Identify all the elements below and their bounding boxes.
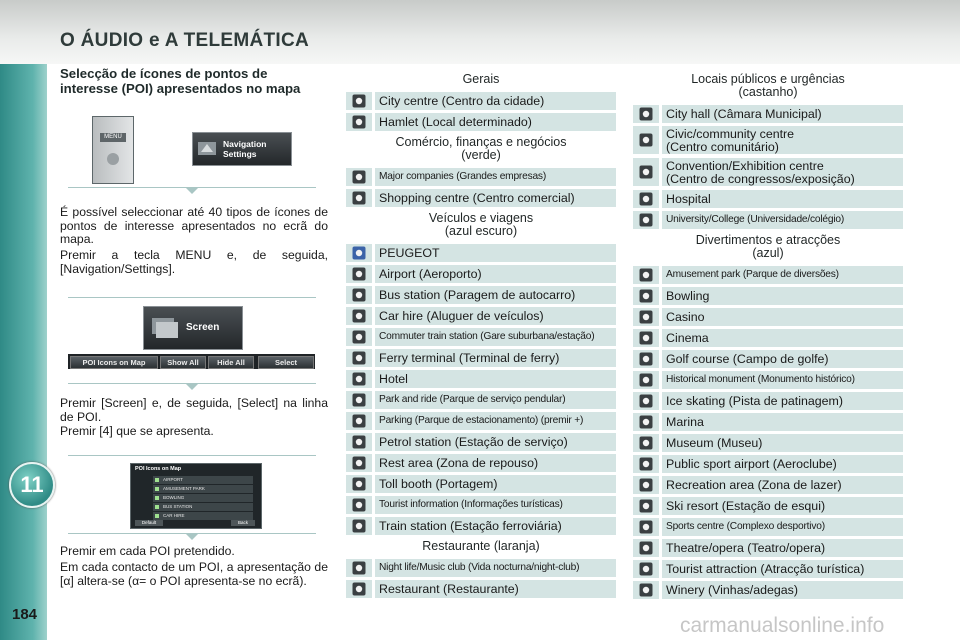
- poi-row: [346, 265, 616, 283]
- poi-label: Restaurant (Restaurante): [375, 580, 616, 598]
- menu-key: MENU: [100, 133, 126, 142]
- poi-icon-box: [346, 370, 372, 388]
- poi-label: Car hire (Aluguer de veículos): [375, 307, 616, 325]
- poi-row: [633, 581, 903, 599]
- poi-label: Cinema: [662, 329, 903, 347]
- restaurant-icon: [352, 582, 366, 596]
- poi-row: [346, 307, 616, 325]
- poi-icon-box: [633, 518, 659, 536]
- theatre-icon: [639, 541, 653, 555]
- airport-icon: [352, 267, 366, 281]
- city-centre-icon: [352, 94, 366, 108]
- poi-icon-box: [633, 308, 659, 326]
- category-heading-line: Locais públicos e urgências: [691, 72, 845, 86]
- poi-row: [346, 412, 616, 430]
- poi-icon-box: [346, 265, 372, 283]
- category-heading: [346, 212, 616, 238]
- poi-row: [346, 349, 616, 367]
- poi-label: Hamlet (Local determinado): [375, 113, 616, 131]
- poi-icon-box: [346, 517, 372, 535]
- poi-label: Ski resort (Estação de esqui): [662, 497, 903, 515]
- category-heading-line: Comércio, finanças e negócios: [395, 135, 567, 149]
- poi-row: [346, 113, 616, 131]
- hamlet-icon: [352, 115, 366, 129]
- poi-row: [633, 497, 903, 515]
- category-heading-line: (azul escuro): [444, 224, 518, 238]
- poi-icon-box: [346, 113, 372, 131]
- mini-list-item[interactable]: AIRPORT: [153, 476, 253, 484]
- poi-label: Parking (Parque de estacionamento) (premir +): [375, 412, 616, 430]
- poi-list-right: [633, 0, 903, 640]
- poi-label: PEUGEOT: [375, 244, 616, 262]
- divider: [68, 455, 316, 456]
- poi-row: [633, 371, 903, 389]
- category-heading: [633, 234, 903, 260]
- nightlife-icon: [352, 561, 366, 575]
- poi-icon-box: [346, 475, 372, 493]
- shopping-centre-icon: [352, 191, 366, 205]
- poi-row: [346, 244, 616, 262]
- divider-pointer: [185, 383, 199, 390]
- check-icon: [155, 496, 159, 500]
- cinema-icon: [639, 331, 653, 345]
- poi-label: Golf course (Campo de golfe): [662, 350, 903, 368]
- poi-icon-box: [346, 92, 372, 110]
- poi-label: Civic/community centre (Centro comunitário): [662, 126, 903, 154]
- poi-row: [633, 126, 903, 154]
- poi-icon-box: [346, 412, 372, 430]
- poi-icon-box: [346, 307, 372, 325]
- poi-row: [633, 329, 903, 347]
- poi-label: Hospital: [662, 190, 903, 208]
- poi-row: [346, 559, 616, 577]
- chapter-sidebar: [0, 64, 47, 640]
- hide-all-button[interactable]: Hide All: [208, 356, 254, 369]
- civic-centre-icon: [639, 133, 653, 147]
- poi-row: [633, 434, 903, 452]
- poi-label: Petrol station (Estação de serviço): [375, 433, 616, 451]
- category-heading-line: (castanho): [738, 85, 798, 99]
- poi-label: Casino: [662, 308, 903, 326]
- poi-label: Public sport airport (Aeroclube): [662, 455, 903, 473]
- bowling-icon: [639, 289, 653, 303]
- ski-resort-icon: [639, 499, 653, 513]
- poi-label: Historical monument (Monumento histórico): [662, 371, 903, 389]
- park-and-ride-icon: [352, 393, 366, 407]
- poi-row: [346, 496, 616, 514]
- car-hire-icon: [352, 309, 366, 323]
- city-hall-icon: [639, 107, 653, 121]
- poi-icon-box: [346, 454, 372, 472]
- poi-label: Sports centre (Complexo desportivo): [662, 518, 903, 536]
- poi-icon-box: [346, 349, 372, 367]
- poi-icon-box: [633, 455, 659, 473]
- major-companies-icon: [352, 170, 366, 184]
- poi-list-title: POI Icons on Map: [135, 466, 182, 472]
- poi-icon-box: [346, 559, 372, 577]
- paragraph-6: Em cada contacto de um POI, a apresentação de [α] altera-se (α= o POI apresenta-se no ecrã).: [60, 560, 328, 588]
- poi-icon-box: [346, 286, 372, 304]
- page-title: O ÁUDIO e A TELEMÁTICA: [60, 30, 310, 51]
- page-number: 184: [12, 606, 38, 623]
- poi-icon-box: [633, 371, 659, 389]
- divider-pointer: [185, 187, 199, 194]
- poi-row: [633, 308, 903, 326]
- golf-icon: [639, 352, 653, 366]
- poi-row: [633, 560, 903, 578]
- recreation-area-icon: [639, 478, 653, 492]
- poi-icon-box: [633, 413, 659, 431]
- poi-icon-box: [633, 434, 659, 452]
- poi-icon-box: [633, 105, 659, 123]
- poi-icon-box: [346, 244, 372, 262]
- poi-label: Major companies (Grandes empresas): [375, 168, 616, 186]
- poi-label: Theatre/opera (Teatro/opera): [662, 539, 903, 557]
- divider: [68, 297, 316, 298]
- navigation-settings-label: Navigation Settings: [223, 139, 267, 159]
- poi-icon-box: [633, 560, 659, 578]
- default-button[interactable]: Default: [135, 520, 163, 526]
- poi-icon-box: [633, 211, 659, 229]
- poi-label: Toll booth (Portagem): [375, 475, 616, 493]
- poi-list-screen: [130, 463, 262, 529]
- poi-row: [346, 454, 616, 472]
- poi-label: Winery (Vinhas/adegas): [662, 581, 903, 599]
- poi-icon-box: [346, 496, 372, 514]
- check-icon: [155, 478, 159, 482]
- poi-row: [346, 370, 616, 388]
- poi-label: Tourist attraction (Atracção turística): [662, 560, 903, 578]
- poi-label: Bus station (Paragem de autocarro): [375, 286, 616, 304]
- poi-icon-box: [633, 497, 659, 515]
- paragraph-1: É possível seleccionar até 40 tipos de ícones de pontos de interesse apresentados no ecrã do mapa.: [60, 205, 328, 246]
- show-all-button[interactable]: Show All: [160, 356, 206, 369]
- university-icon: [639, 213, 653, 227]
- poi-mini-list: [153, 476, 253, 521]
- poi-icon-box: [346, 580, 372, 598]
- mini-list-item[interactable]: BUS STATION: [153, 503, 253, 511]
- poi-icon-box: [346, 168, 372, 186]
- poi-row: [346, 286, 616, 304]
- poi-row: [633, 518, 903, 536]
- poi-icon-box: [633, 329, 659, 347]
- screen-button[interactable]: [143, 306, 243, 350]
- poi-label: Recreation area (Zona de lazer): [662, 476, 903, 494]
- poi-row: [346, 580, 616, 598]
- check-icon: [155, 514, 159, 518]
- poi-label: Amusement park (Parque de diversões): [662, 266, 903, 284]
- rest-area-icon: [352, 456, 366, 470]
- chapter-badge: 11: [9, 462, 55, 508]
- poi-icon-box: [633, 350, 659, 368]
- bus-station-icon: [352, 288, 366, 302]
- poi-row: [346, 391, 616, 409]
- hospital-icon: [639, 192, 653, 206]
- poi-icon-box: [633, 392, 659, 410]
- poi-row: [633, 350, 903, 368]
- check-icon: [155, 487, 159, 491]
- category-heading-line: (verde): [461, 148, 501, 162]
- toll-booth-icon: [352, 477, 366, 491]
- knob-icon: [107, 153, 119, 165]
- poi-row: [346, 168, 616, 186]
- category-heading: [346, 540, 616, 553]
- instructions-column: [60, 66, 328, 96]
- navigation-settings-button[interactable]: [192, 132, 292, 166]
- poi-label: Convention/Exhibition centre (Centro de congressos/exposição): [662, 158, 903, 186]
- poi-row: [346, 475, 616, 493]
- hotel-icon: [352, 372, 366, 386]
- poi-icon-box: [633, 581, 659, 599]
- category-heading-line: (azul): [752, 246, 784, 260]
- screen-icon: [150, 316, 180, 340]
- ferry-icon: [352, 351, 366, 365]
- poi-icon-box: [633, 158, 659, 186]
- navigation-icon: [197, 140, 219, 158]
- select-button[interactable]: Select: [258, 356, 314, 369]
- category-heading-line: Divertimentos e atracções: [695, 233, 841, 247]
- poi-row: [633, 413, 903, 431]
- poi-row: [633, 158, 903, 186]
- category-heading-line: Veículos e viagens: [428, 211, 534, 225]
- poi-label: Commuter train station (Gare suburbana/estação): [375, 328, 616, 346]
- marina-icon: [639, 415, 653, 429]
- poi-row: [633, 476, 903, 494]
- poi-icon-box: [633, 266, 659, 284]
- watermark: carmanualsonline.info: [680, 614, 885, 637]
- category-heading: [633, 73, 903, 99]
- poi-row: [346, 328, 616, 346]
- paragraph-5: Premir em cada POI pretendido.: [60, 544, 235, 558]
- poi-row: [633, 266, 903, 284]
- poi-row: [633, 539, 903, 557]
- poi-label: Shopping centre (Centro comercial): [375, 189, 616, 207]
- poi-icon-box: [633, 476, 659, 494]
- divider-pointer: [185, 533, 199, 540]
- poi-label: Ice skating (Pista de patinagem): [662, 392, 903, 410]
- poi-label: Night life/Music club (Vida nocturna/night-club): [375, 559, 616, 577]
- poi-list-left: [346, 0, 616, 640]
- poi-label: Ferry terminal (Terminal de ferry): [375, 349, 616, 367]
- screen-button-label: Screen: [186, 322, 220, 333]
- poi-row: [633, 190, 903, 208]
- poi-icon-box: [633, 190, 659, 208]
- convention-centre-icon: [639, 165, 653, 179]
- paragraph-3: Premir [Screen] e, de seguida, [Select] na linha de POI.: [60, 396, 328, 424]
- category-heading: [346, 136, 616, 162]
- poi-label: Rest area (Zona de repouso): [375, 454, 616, 472]
- poi-row: [346, 433, 616, 451]
- casino-icon: [639, 310, 653, 324]
- category-heading-line: Gerais: [462, 72, 500, 86]
- poi-label: Park and ride (Parque de serviço pendular): [375, 391, 616, 409]
- poi-icon-box: [346, 328, 372, 346]
- poi-label: Airport (Aeroporto): [375, 265, 616, 283]
- museum-icon: [639, 436, 653, 450]
- mini-list-item[interactable]: AMUSEMENT PARK: [153, 485, 253, 493]
- poi-row: [633, 211, 903, 229]
- poi-row: [346, 189, 616, 207]
- poi-label: University/College (Universidade/colégio): [662, 211, 903, 229]
- toolbar-label-poi-icons: POI Icons on Map: [70, 356, 158, 369]
- mini-list-item[interactable]: CAR HIRE: [153, 512, 253, 520]
- poi-row: [633, 287, 903, 305]
- poi-row: [346, 92, 616, 110]
- paragraph-2: Premir a tecla MENU e, de seguida, [Navigation/Settings].: [60, 248, 328, 276]
- poi-icon-box: [633, 539, 659, 557]
- section-title: Selecção de ícones de pontos de interesse (POI) apresentados no mapa: [60, 66, 301, 96]
- historical-monument-icon: [639, 373, 653, 387]
- winery-icon: [639, 583, 653, 597]
- poi-label: Bowling: [662, 287, 903, 305]
- poi-row: [633, 392, 903, 410]
- poi-row: [633, 455, 903, 473]
- paragraph-4: Premir [4] que se apresenta.: [60, 424, 214, 438]
- amusement-park-icon: [639, 268, 653, 282]
- sport-airport-icon: [639, 457, 653, 471]
- poi-row: [633, 105, 903, 123]
- category-heading-line: Restaurante (laranja): [422, 539, 540, 553]
- tourist-information-icon: [352, 498, 366, 512]
- poi-label: Marina: [662, 413, 903, 431]
- commuter-train-icon: [352, 330, 366, 344]
- parking-icon: [352, 414, 366, 428]
- poi-label: Museum (Museu): [662, 434, 903, 452]
- mini-list-item[interactable]: BOWLING: [153, 494, 253, 502]
- poi-icon-box: [346, 391, 372, 409]
- poi-label: Hotel: [375, 370, 616, 388]
- poi-icon-box: [346, 433, 372, 451]
- poi-label: City hall (Câmara Municipal): [662, 105, 903, 123]
- sports-centre-icon: [639, 520, 653, 534]
- peugeot-icon: [352, 246, 366, 260]
- menu-key-photo: [92, 116, 134, 184]
- tourist-attraction-icon: [639, 562, 653, 576]
- train-station-icon: [352, 519, 366, 533]
- poi-row: [346, 517, 616, 535]
- poi-label: Train station (Estação ferroviária): [375, 517, 616, 535]
- ice-skating-icon: [639, 394, 653, 408]
- poi-icon-box: [633, 126, 659, 154]
- poi-icon-box: [633, 287, 659, 305]
- back-button[interactable]: Back: [231, 520, 255, 526]
- poi-label: Tourist information (Informações turísticas): [375, 496, 616, 514]
- check-icon: [155, 505, 159, 509]
- petrol-station-icon: [352, 435, 366, 449]
- poi-icon-box: [346, 189, 372, 207]
- category-heading: [346, 73, 616, 86]
- poi-label: City centre (Centro da cidade): [375, 92, 616, 110]
